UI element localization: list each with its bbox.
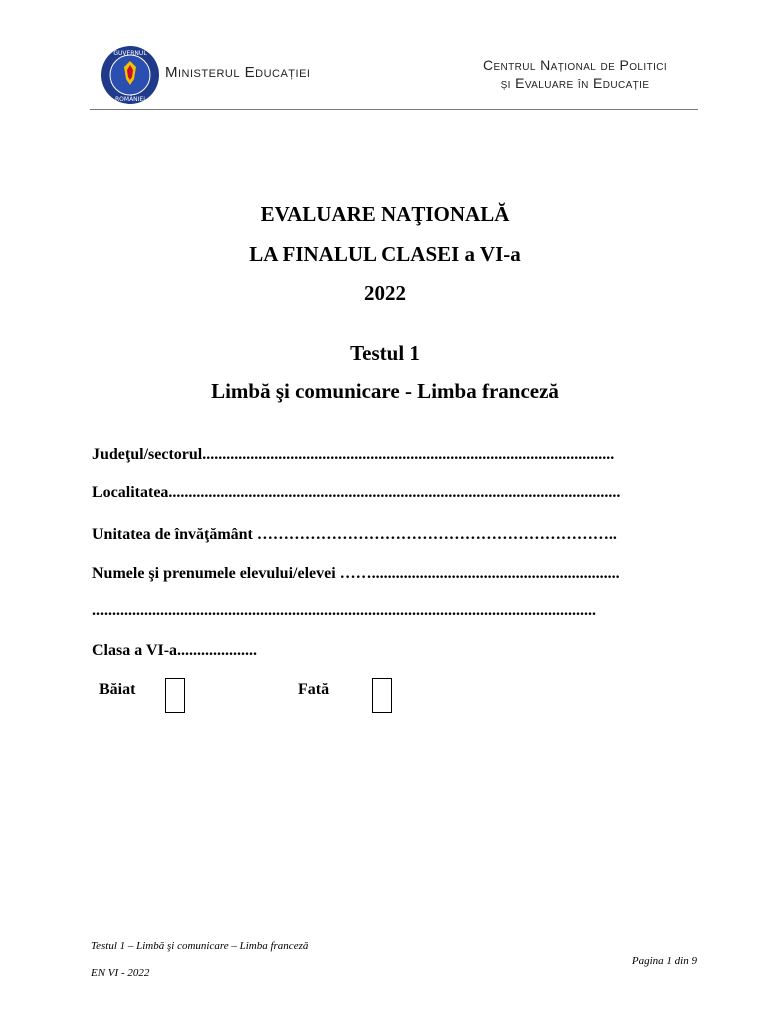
locality-field[interactable]: Localitatea................................................................................................................. xyxy=(92,484,621,501)
girl-checkbox[interactable] xyxy=(372,678,392,713)
class-field[interactable]: Clasa a VI-a.................... xyxy=(92,642,258,659)
student-name-continuation[interactable]: .............................................................................................................................. xyxy=(92,602,596,619)
footer-exam-code: EN VI - 2022 xyxy=(91,967,150,979)
svg-text:ROMÂNIEI: ROMÂNIEI xyxy=(115,96,145,103)
boy-label: Băiat xyxy=(99,681,136,698)
footer-test-info: Testul 1 – Limbă şi comunicare – Limba franceză xyxy=(91,940,309,952)
exam-title-line1: EVALUARE NAŢIONALĂ xyxy=(260,202,510,226)
center-name-line2: și Evaluare în Educație xyxy=(500,75,650,91)
exam-title-line2: LA FINALUL CLASEI a VI-a xyxy=(249,242,521,266)
student-name-field[interactable]: Numele şi prenumele elevului/elevei …….............................................................. xyxy=(92,565,620,582)
header-divider xyxy=(90,109,698,110)
county-field[interactable]: Judeţul/sectorul....................................................................................................... xyxy=(92,446,615,463)
ministry-name: Ministerul Educației xyxy=(165,64,311,81)
evaluation-center-name xyxy=(440,56,710,92)
boy-checkbox[interactable] xyxy=(165,678,185,713)
school-field[interactable]: Unitatea de învăţământ ………………………………………………………….. xyxy=(92,526,617,543)
exam-year: 2022 xyxy=(364,281,406,305)
girl-label: Fată xyxy=(298,681,330,698)
page-number: Pagina 1 din 9 xyxy=(631,955,697,967)
government-seal-icon xyxy=(100,45,160,105)
test-number: Testul 1 xyxy=(350,341,420,365)
subject-title: Limbă şi comunicare - Limba franceză xyxy=(211,379,559,403)
center-name-line1: Centrul Național de Politici xyxy=(482,57,668,73)
svg-text:GUVERNUL: GUVERNUL xyxy=(113,50,147,57)
